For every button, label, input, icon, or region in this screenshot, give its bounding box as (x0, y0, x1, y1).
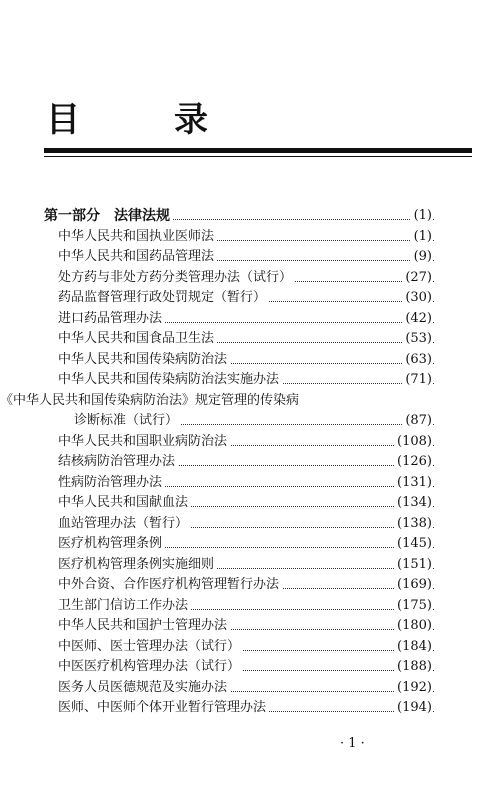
toc-entry-title: 中华人民共和国护士管理办法 (58, 616, 230, 636)
toc-entry (0, 391, 504, 411)
toc-entry-title: 处方药与非处方药分类管理办法（试行） (58, 268, 295, 288)
toc-entry-title: 中华人民共和国食品卫生法 (58, 329, 217, 349)
toc-entry-title: 中华人民共和国职业病防治法 (58, 432, 230, 452)
toc-entry-title: 中华人民共和国献血法 (58, 493, 191, 513)
toc-entry (0, 514, 504, 534)
toc-entry-title: 医务人员医德规范及实施办法 (58, 678, 230, 698)
toc-entry-title: 结核病防治管理办法 (58, 452, 178, 472)
toc-page-number: (9) (411, 247, 432, 267)
toc-entry-title: 进口药品管理办法 (58, 309, 165, 329)
toc-entry-title: 中华人民共和国传染病防治法 (58, 350, 230, 370)
toc-entry-title: 中外合资、合作医疗机构管理暂行办法 (58, 575, 282, 595)
toc-page-number: (145) (394, 534, 432, 554)
toc-entry-title: 诊断标准（试行） (74, 411, 181, 431)
toc-page-number: (131) (394, 473, 432, 493)
toc-entry-title: 第一部分 法律法规 (44, 206, 173, 226)
toc-page-number: (180) (394, 616, 432, 636)
toc-entry-title: 药品监督管理行政处罚规定（暂行） (58, 288, 269, 308)
toc-entry-title: 中医医疗机构管理办法（试行） (58, 657, 243, 677)
toc-page-number: (30) (402, 288, 432, 308)
toc-entry-title: 中医师、医士管理办法（试行） (58, 637, 243, 657)
toc-page-number: (63) (402, 350, 432, 370)
toc-entry (0, 329, 504, 349)
toc-page-number: (1) (411, 206, 432, 226)
toc-page-number: (53) (402, 329, 432, 349)
toc-entry (0, 350, 504, 370)
toc-page-number: (169) (394, 575, 432, 595)
toc-entry-title: 《中华人民共和国传染病防治法》规定管理的传染病 (0, 391, 302, 411)
toc-entry (0, 411, 504, 431)
toc-page-number: (126) (394, 452, 432, 472)
toc-entry (0, 247, 504, 267)
toc-entry-title: 医疗机构管理条例实施细则 (58, 555, 217, 575)
toc-entry (0, 227, 504, 247)
toc-entry-title: 血站管理办法（暂行） (58, 514, 191, 534)
toc-entry (0, 493, 504, 513)
toc-page-number: (138) (394, 514, 432, 534)
toc-page-number: (192) (394, 678, 432, 698)
toc-entry (0, 637, 504, 657)
toc-page-number: (1) (411, 227, 432, 247)
toc-page-number: (151) (394, 555, 432, 575)
toc-entry-title: 卫生部门信访工作办法 (58, 596, 191, 616)
toc-entry (0, 473, 504, 493)
toc-leader-dots (120, 322, 434, 323)
page-number: · 1 · (340, 736, 365, 751)
toc-page-number: (87) (402, 411, 432, 431)
toc-page-number: (108) (394, 432, 432, 452)
toc-entry (0, 268, 504, 288)
toc-entry (0, 555, 504, 575)
toc-entry-title: 性病防治管理办法 (58, 473, 165, 493)
toc-entry (0, 596, 504, 616)
toc-page-number: (175) (394, 596, 432, 616)
toc-page-number: (188) (394, 657, 432, 677)
toc-entry (0, 309, 504, 329)
toc-leader-dots (120, 547, 434, 548)
title-rule-thick (44, 148, 472, 153)
toc-entry (0, 288, 504, 308)
toc-page-number: (184) (394, 637, 432, 657)
toc-entry (0, 452, 504, 472)
toc-entry (0, 698, 504, 718)
toc-part-heading (0, 206, 504, 226)
toc-page-number: (134) (394, 493, 432, 513)
toc-entry-title: 医疗机构管理条例 (58, 534, 165, 554)
toc-entry (0, 678, 504, 698)
toc-page-number: (27) (402, 268, 432, 288)
toc-entry (0, 657, 504, 677)
toc-entry-title: 中华人民共和国药品管理法 (58, 247, 217, 267)
toc-entry (0, 432, 504, 452)
toc-page-number: (42) (402, 309, 432, 329)
toc-entry-title: 医师、中医师个体开业暂行管理办法 (58, 698, 269, 718)
page-title: 目 录 (46, 100, 238, 140)
toc-entry (0, 575, 504, 595)
toc-leader-dots (120, 486, 434, 487)
toc-page-number: (71) (402, 370, 432, 390)
title-rule-thin (44, 156, 472, 157)
toc-entry-title: 中华人民共和国执业医师法 (58, 227, 217, 247)
toc-entry-title: 中华人民共和国传染病防治法实施办法 (58, 370, 282, 390)
toc-entry (0, 616, 504, 636)
toc-entry (0, 534, 504, 554)
toc-page-number: (194) (394, 698, 432, 718)
toc-entry (0, 370, 504, 390)
